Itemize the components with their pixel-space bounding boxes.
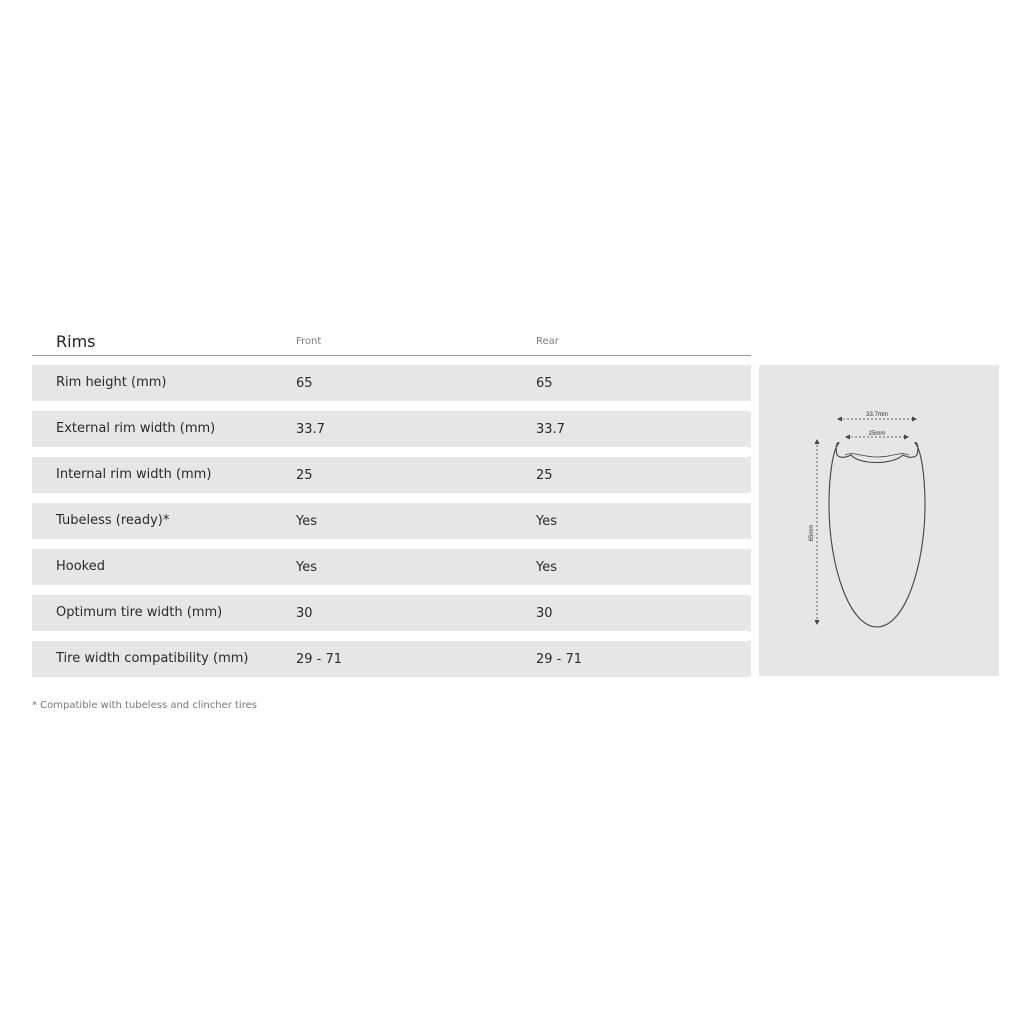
external-width-label: 33.7mm [866, 412, 888, 418]
front-value: 33.7 [296, 421, 325, 437]
internal-width-arrow-left [845, 435, 850, 440]
external-width-arrow-right [912, 417, 917, 422]
rear-value: Yes [536, 513, 557, 529]
rear-value: 25 [536, 467, 553, 483]
rear-value: 65 [536, 375, 553, 391]
height-arrow-top [815, 439, 820, 444]
internal-width-arrow-right [904, 435, 909, 440]
row-label: Tire width compatibility (mm) [56, 651, 249, 666]
front-value: Yes [296, 513, 317, 529]
rim-profile-diagram [759, 365, 999, 676]
rims-table-header [32, 326, 751, 356]
section-title: Rims [56, 332, 96, 351]
front-value: 25 [296, 467, 313, 483]
external-width-arrow-left [837, 417, 842, 422]
row-label: Hooked [56, 559, 105, 574]
rim-bed-line [845, 454, 909, 457]
table-row [32, 549, 751, 585]
row-label: Tubeless (ready)* [56, 513, 170, 528]
column-header-front: Front [296, 336, 322, 347]
footnote: * Compatible with tubeless and clincher tires [32, 700, 257, 711]
table-row [32, 595, 751, 631]
row-label: Optimum tire width (mm) [56, 605, 223, 620]
front-value: 29 - 71 [296, 651, 343, 667]
rims-spec-table [32, 365, 751, 687]
table-row [32, 365, 751, 401]
rear-value: 33.7 [536, 421, 565, 437]
rim-profile-illustration [759, 365, 999, 676]
table-row [32, 641, 751, 677]
rim-outline [829, 443, 925, 627]
rear-value: 29 - 71 [536, 651, 583, 667]
front-value: 30 [296, 605, 313, 621]
table-row [32, 503, 751, 539]
front-value: 65 [296, 375, 313, 391]
height-arrow-bottom [815, 620, 820, 625]
row-label: Rim height (mm) [56, 375, 167, 390]
row-label: Internal rim width (mm) [56, 467, 212, 482]
height-label: 65mm [809, 524, 815, 542]
table-row [32, 457, 751, 493]
rear-value: Yes [536, 559, 557, 575]
rear-value: 30 [536, 605, 553, 621]
table-row [32, 411, 751, 447]
internal-width-label: 25mm [868, 431, 886, 437]
front-value: Yes [296, 559, 317, 575]
column-header-rear: Rear [536, 336, 559, 347]
row-label: External rim width (mm) [56, 421, 216, 436]
